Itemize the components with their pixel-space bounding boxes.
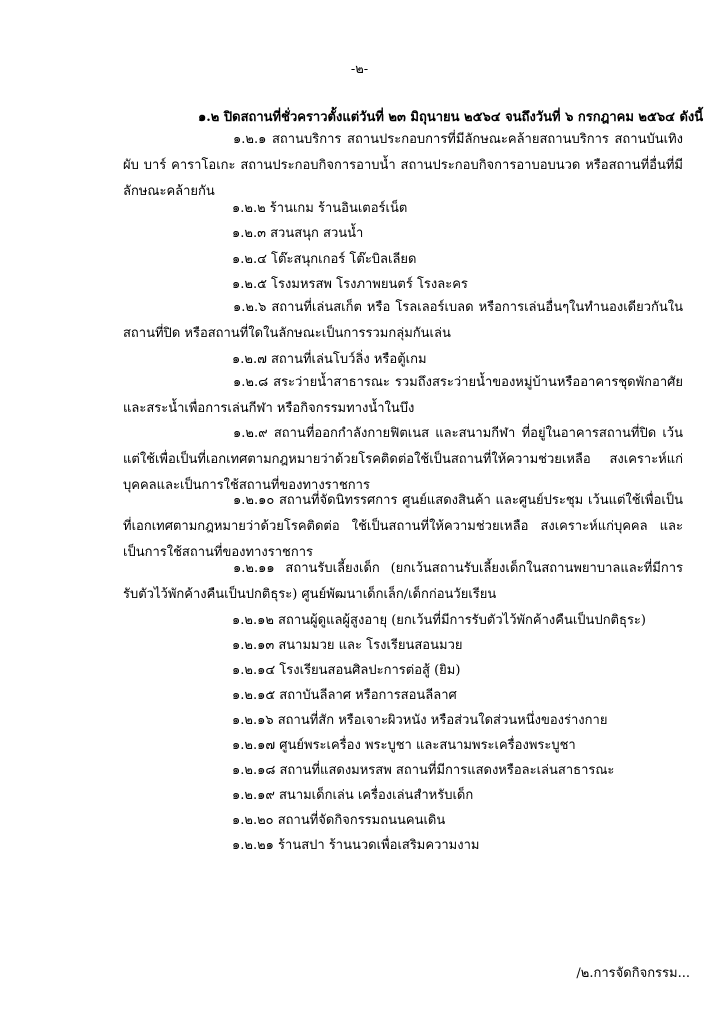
list-item-1-2-15: ๑.๒.๑๕ สถาบันลีลาศ หรือการสอนลีลาศ: [232, 688, 457, 703]
section-heading: ๑.๒ ปิดสถานที่ชั่วคราวตั้งแต่วันที่ ๒๓ มิถุนายน ๒๕๖๔ จนถึงวันที่ ๖ กรกฎาคม ๒๕๖๔ ดังนี้: [198, 110, 704, 125]
list-item-1-2-3: ๑.๒.๓ สวนสนุก สวนน้ำ: [232, 226, 364, 241]
list-item-1-2-12: ๑.๒.๑๒ สถานผู้ดูแลผู้สูงอายุ (ยกเว้นที่มีการรับตัวไว้พักค้างคืนเป็นปกติธุระ): [232, 613, 646, 628]
page-number: -๒-: [350, 62, 369, 77]
list-item-1-2-18: ๑.๒.๑๘ สถานที่แสดงมหรสพ สถานที่มีการแสดงหรือละเล่นสาธารณะ: [232, 763, 615, 778]
list-item-1-2-16: ๑.๒.๑๖ สถานที่สัก หรือเจาะผิวหนัง หรือส่วนใดส่วนหนึ่งของร่างกาย: [232, 713, 608, 728]
list-item-1-2-14: ๑.๒.๑๔ โรงเรียนสอนศิลปะการต่อสู้ (ยิม): [232, 663, 461, 678]
list-item-1-2-4: ๑.๒.๔ โต๊ะสนุกเกอร์ โต๊ะบิลเลียด: [232, 252, 417, 267]
list-item-1-2-17: ๑.๒.๑๗ ศูนย์พระเครื่อง พระบูชา และสนามพระเครื่องพระบูชา: [232, 738, 576, 753]
list-item-1-2-10: ๑.๒.๑๐ สถานที่จัดนิทรรศการ ศูนย์แสดงสินค้า และศูนย์ประชุม เว้นแต่ใช้เพื่อเป็นที่เอกเทศตามกฎหมายว่าด้วยโรคติดต่อ ใช้เป็นสถานที่ให้ความช่วยเหลือ สงเคราะห์แก่บุคคล และเป็นการใช้สถานที่ของทางราชการ: [123, 493, 683, 560]
list-item-1-2-9: ๑.๒.๙ สถานที่ออกกำลังกายฟิตเนส และสนามกีฬา ที่อยู่ในอาคารสถานที่ปิด เว้นแต่ใช้เพื่อเป็นที่เอกเทศตามกฎหมายว่าด้วยโรคติดต่อใช้เป็นสถานที่ให้ความช่วยเหลือ สงเคราะห์แก่บุคคลและเป็นการใช้สถานที่ของทางราชการ: [123, 426, 683, 493]
list-item-1-2-19: ๑.๒.๑๙ สนามเด็กเล่น เครื่องเล่นสำหรับเด็ก: [232, 788, 474, 803]
list-item-1-2-13: ๑.๒.๑๓ สนามมวย และ โรงเรียนสอนมวย: [232, 638, 463, 653]
list-item-1-2-1: ๑.๒.๑ สถานบริการ สถานประกอบการที่มีลักษณะคล้ายสถานบริการ สถานบันเทิง ผับ บาร์ คาราโอเกะ สถานประกอบกิจการอาบน้ำ สถานประกอบกิจการอาบอบนวด หรือสถานที่อื่นที่มีลักษณะคล้ายกัน: [123, 132, 683, 199]
list-item-1-2-5: ๑.๒.๕ โรงมหรสพ โรงภาพยนตร์ โรงละคร: [232, 277, 468, 292]
list-item-1-2-7: ๑.๒.๗ สถานที่เล่นโบว์ลิ่ง หรือตู้เกม: [232, 352, 427, 367]
continuation-note: /๒.การจัดกิจกรรม...: [576, 966, 690, 981]
list-item-1-2-2: ๑.๒.๒ ร้านเกม ร้านอินเตอร์เน็ต: [232, 201, 408, 216]
list-item-1-2-6: ๑.๒.๖ สถานที่เล่นสเก็ต หรือ โรลเลอร์เบลด หรือการเล่นอื่นๆในทำนองเดียวกันในสถานที่ปิด หรือสถานที่ใดในลักษณะเป็นการรวมกลุ่มกันเล่น: [123, 300, 683, 341]
list-item-1-2-8: ๑.๒.๘ สระว่ายน้ำสาธารณะ รวมถึงสระว่ายน้ำของหมู่บ้านหรืออาคารชุดพักอาศัยและสระน้ำเพื่อการเล่นกีฬา หรือกิจกรรมทางน้ำในบึง: [123, 375, 683, 416]
list-item-1-2-21: ๑.๒.๒๑ ร้านสปา ร้านนวดเพื่อเสริมความงาม: [232, 838, 480, 853]
list-item-1-2-11: ๑.๒.๑๑ สถานรับเลี้ยงเด็ก (ยกเว้นสถานรับเลี้ยงเด็กในสถานพยาบาลและที่มีการรับตัวไว้พักค้างคืนเป็นปกติธุระ) ศูนย์พัฒนาเด็กเล็ก/เด็กก่อนวัยเรียน: [123, 561, 683, 602]
list-item-1-2-20: ๑.๒.๒๐ สถานที่จัดกิจกรรมถนนคนเดิน: [232, 813, 446, 828]
